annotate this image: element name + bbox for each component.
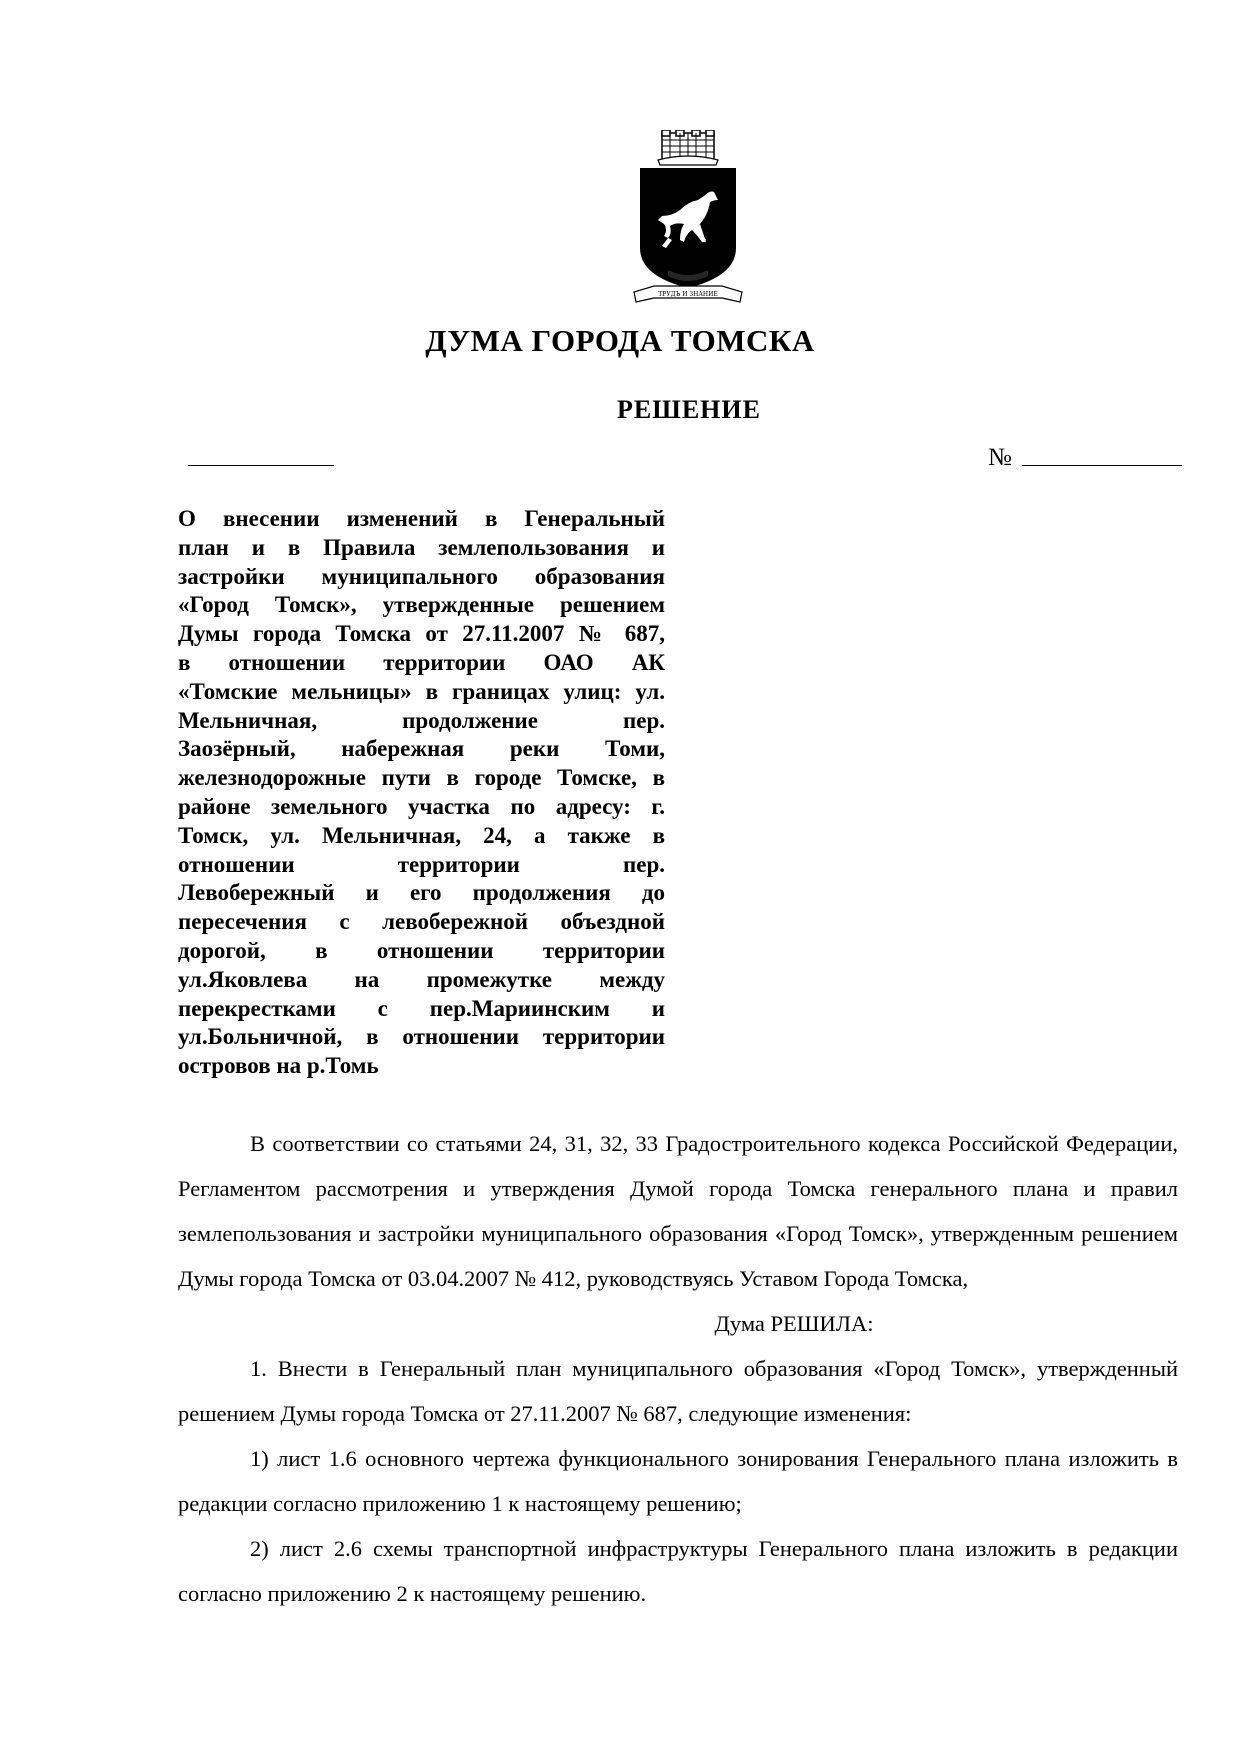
subject-line: в отношении территории ОАО АК	[178, 649, 665, 675]
subject-line: островов на р.Томь	[178, 1053, 379, 1079]
subject-line: О внесении изменений в Генеральный	[178, 506, 665, 531]
subject-line: застройки муниципального образования	[178, 563, 665, 589]
preamble-paragraph: В соответствии со статьями 24, 31, 32, 33 Градостроительного кодекса Российской Федерации, Регламентом рассмотрения и утверждения Думой города Томска генерального плана и правил землепользования и застройки муниципального образования «Город Томск», утвержденным решением Думы города Томска от 03.04.2007 № 412, руководствуясь Уставом Города Томска,	[178, 1131, 1178, 1291]
item-1-paragraph: 1. Внести в Генеральный план муниципального образования «Город Томск», утвержденный решением Думы города Томска от 27.11.2007 № 687, следующие изменения:	[178, 1356, 1178, 1426]
item-1-2-paragraph: 2) лист 2.6 схемы транспортной инфраструктуры Генерального плана изложить в редакции согласно приложению 2 к настоящему решению.	[178, 1536, 1178, 1606]
emblem-motto: ТРУДЪ И ЗНАНИЕ	[658, 291, 718, 298]
subject-line: железнодорожные пути в городе Томске, в	[178, 765, 665, 791]
subject-line: ул.Яковлева на промежутке между	[178, 966, 665, 992]
decision-subject	[178, 505, 665, 1081]
subject-line: Мельничная, продолжение пер.	[178, 707, 665, 733]
decided-heading: Дума РЕШИЛА:	[714, 1311, 874, 1336]
subject-line: перекрестками с пер.Мариинским и	[178, 995, 665, 1021]
council-name: ДУМА ГОРОДА ТОМСКА	[425, 323, 815, 358]
date-blank-line	[188, 455, 334, 466]
subject-line: Томск, ул. Мельничная, 24, а также в	[178, 822, 665, 848]
subject-line: Заозёрный, набережная реки Томи,	[178, 736, 665, 762]
tomsk-coat-of-arms-icon	[628, 130, 748, 310]
document-type-title: РЕШЕНИЕ	[617, 395, 761, 424]
subject-line: план и в Правила землепользования и	[178, 534, 665, 560]
number-sign: №	[988, 444, 1012, 471]
subject-line: пересечения с левобережной объездной	[178, 909, 665, 935]
subject-line: отношении территории пер.	[178, 851, 665, 877]
number-blank-line	[1022, 455, 1182, 466]
subject-line: «Томские мельницы» в границах улиц: ул.	[178, 678, 665, 704]
subject-line: Думы города Томска от 27.11.2007 № 687,	[178, 621, 665, 647]
decision-body	[178, 1121, 1178, 1616]
subject-line: районе земельного участка по адресу: г.	[178, 793, 665, 819]
subject-line: ул.Больничной, в отношении территории	[178, 1024, 665, 1050]
subject-line: дорогой, в отношении территории	[178, 937, 665, 963]
subject-line: Левобережный и его продолжения до	[178, 880, 665, 906]
subject-line: «Город Томск», утвержденные решением	[178, 592, 665, 618]
item-1-1-paragraph: 1) лист 1.6 основного чертежа функционального зонирования Генерального плана изложить в редакции согласно приложению 1 к настоящему решению;	[178, 1446, 1178, 1516]
